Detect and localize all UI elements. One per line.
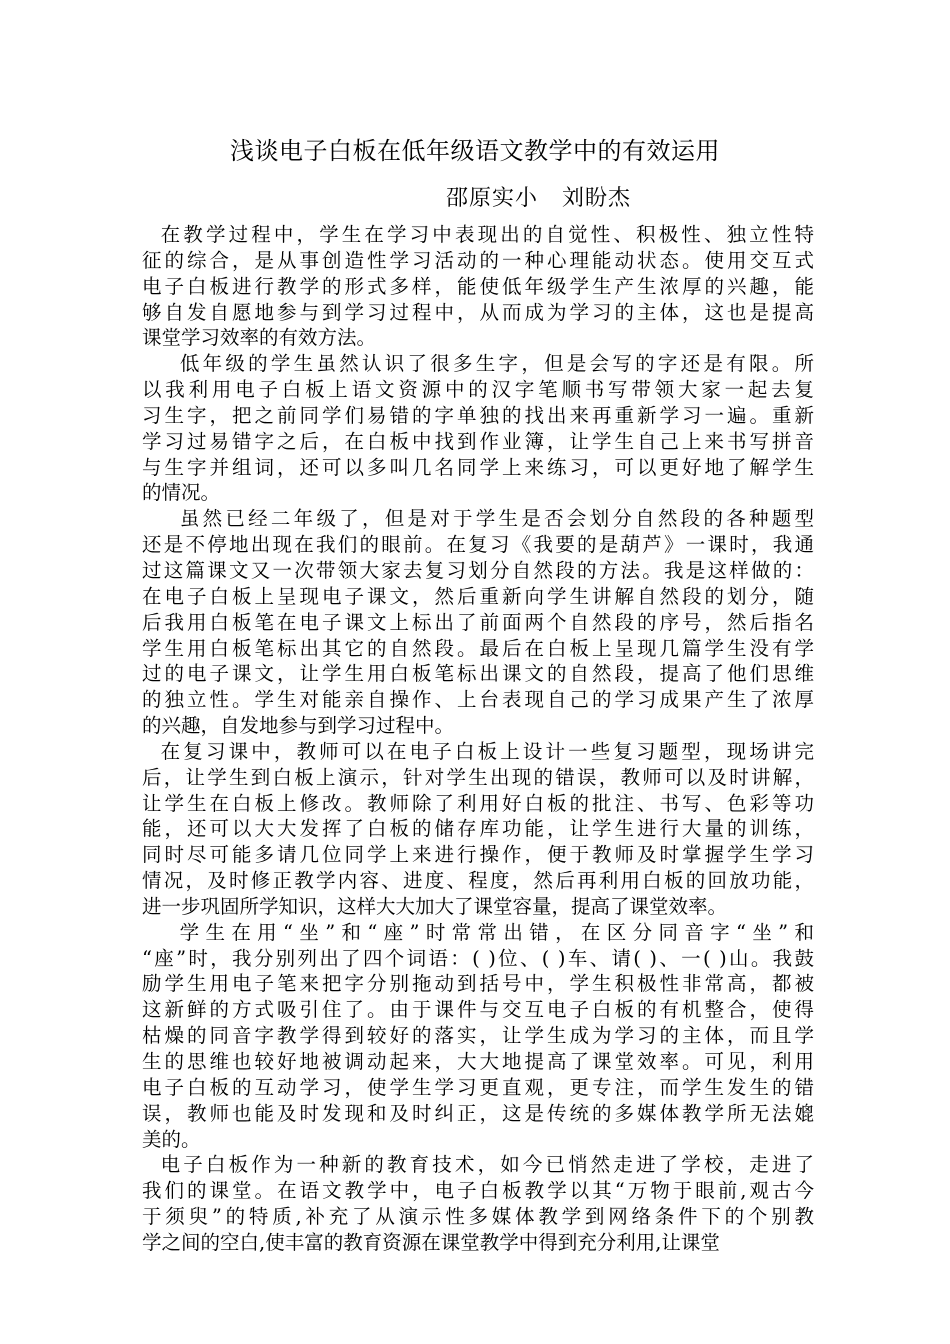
- paragraph-line: 电子白板进行教学的形式多样，能使低年级学生产生浓厚的兴趣，能: [142, 274, 814, 298]
- paragraph-line: 情况，及时修正教学内容、进度、程度，然后再利用白板的回放功能，: [142, 869, 814, 893]
- paragraph-line: 误，教师也能及时发现和及时纠正，这是传统的多媒体教学所无法媲: [142, 1101, 814, 1125]
- paragraph-line: 的独立性。学生对能亲自操作、上台表现自己的学习成果产生了浓厚: [142, 688, 814, 712]
- paragraph-line: 枯燥的同音字教学得到较好的落实，让学生成为学习的主体，而且学: [142, 1024, 814, 1048]
- paragraph-line: 让学生在白板上修改。教师除了利用好白板的批注、书写、色彩等功: [142, 791, 814, 815]
- paragraph-line: 过的电子课文，让学生用白板笔标出课文的自然段，提高了他们思维: [142, 662, 814, 686]
- paragraph-line: 的情况。: [142, 481, 221, 505]
- author-line: 邵原实小 刘盼杰: [446, 186, 631, 211]
- paragraph-line: 虽然已经二年级了，但是对于学生是否会划分自然段的各种题型: [142, 507, 814, 531]
- paragraph-line: 能，还可以大大发挥了白板的储存库功能，让学生进行大量的训练，: [142, 817, 814, 841]
- paragraph-line: 以我利用电子白板上语文资源中的汉字笔顺书写带领大家一起去复: [142, 378, 814, 402]
- paragraph: [142, 1152, 814, 1255]
- paragraph: [142, 506, 814, 739]
- paragraph-line: 学生用白板笔标出其它的自然段。最后在白板上呈现几篇学生没有学: [142, 636, 814, 660]
- paragraph-line: 征的综合，是从事创造性学习活动的一种心理能动状态。使用交互式: [142, 248, 814, 272]
- paragraph-line: 与生字并组词，还可以多叫几名同学上来练习，可以更好地了解学生: [142, 455, 814, 479]
- paragraph-line: 学生在用“坐”和“座”时常常出错，在区分同音字“坐”和: [142, 920, 814, 944]
- paragraph-line: 课堂学习效率的有效方法。: [142, 326, 377, 350]
- paragraph-line: 电子白板的互动学习，使学生学习更直观，更专注，而学生发生的错: [142, 1075, 814, 1099]
- paragraph-line: 在电子白板上呈现电子课文，然后重新向学生讲解自然段的划分，随: [142, 584, 814, 608]
- paragraph-line: 学习过易错字之后，在白板中找到作业簿，让学生自己上来书写拼音: [142, 429, 814, 453]
- paragraph-line: 美的。: [142, 1127, 201, 1151]
- paragraph-line: 我们的课堂。在语文教学中，电子白板教学以其“万物于眼前,观古今: [142, 1179, 814, 1203]
- paragraph-line: 进一步巩固所学知识，这样大大加大了课堂容量，提高了课堂效率。: [142, 894, 728, 918]
- paragraph-line: 低年级的学生虽然认识了很多生字，但是会写的字还是有限。所: [142, 352, 814, 376]
- paragraph: [142, 222, 814, 351]
- paragraph-line: 于须臾”的特质,补充了从演示性多媒体教学到网络条件下的个别教: [142, 1205, 814, 1229]
- paragraph-line: 习生字，把之前同学们易错的字单独的找出来再重新学习一遍。重新: [142, 403, 814, 427]
- paragraph-line: 还是不停地出现在我们的眼前。在复习《我要的是葫芦》一课时，我通: [142, 533, 814, 557]
- paragraph-line: 的兴趣，自发地参与到学习过程中。: [142, 714, 455, 738]
- paragraph-line: 够自发自愿地参与到学习过程中，从而成为学习的主体，这也是提高: [142, 300, 814, 324]
- paragraph-line: “座”时，我分别列出了四个词语：( )位、( )车、请( )、一( )山。我鼓: [142, 946, 814, 970]
- paragraph-line: 后，让学生到白板上演示，针对学生出现的错误，教师可以及时讲解，: [142, 765, 814, 789]
- paragraph-line: 这新鲜的方式吸引住了。由于课件与交互电子白板的有机整合，使得: [142, 998, 814, 1022]
- paragraph-line: 在复习课中，教师可以在电子白板上设计一些复习题型，现场讲完: [142, 739, 814, 763]
- paragraph-line: 同时尽可能多请几位同学上来进行操作，便于教师及时掌握学生学习: [142, 843, 814, 867]
- paragraph: [142, 739, 814, 920]
- paragraph: [142, 351, 814, 506]
- paragraph-line: 生的思维也较好地被调动起来，大大地提高了课堂效率。可见，利用: [142, 1050, 814, 1073]
- paragraph-line: 在教学过程中，学生在学习中表现出的自觉性、积极性、独立性特: [142, 223, 814, 246]
- paragraph-line: 过这篇课文又一次带领大家去复习划分自然段的方法。我是这样做的：: [142, 558, 814, 582]
- document-title: 浅谈电子白板在低年级语文教学中的有效运用: [230, 137, 720, 165]
- paragraph: [142, 920, 814, 1153]
- paragraph-line: 学之间的空白,使丰富的教育资源在课堂教学中得到充分利用,让课堂: [142, 1230, 720, 1254]
- document-body: [142, 222, 814, 1256]
- paragraph-line: 电子白板作为一种新的教育技术，如今已悄然走进了学校，走进了: [142, 1153, 814, 1177]
- paragraph-line: 后我用白板笔在电子课文上标出了前面两个自然段的序号，然后指名: [142, 610, 814, 634]
- paragraph-line: 励学生用电子笔来把字分别拖动到括号中，学生积极性非常高，都被: [142, 972, 814, 996]
